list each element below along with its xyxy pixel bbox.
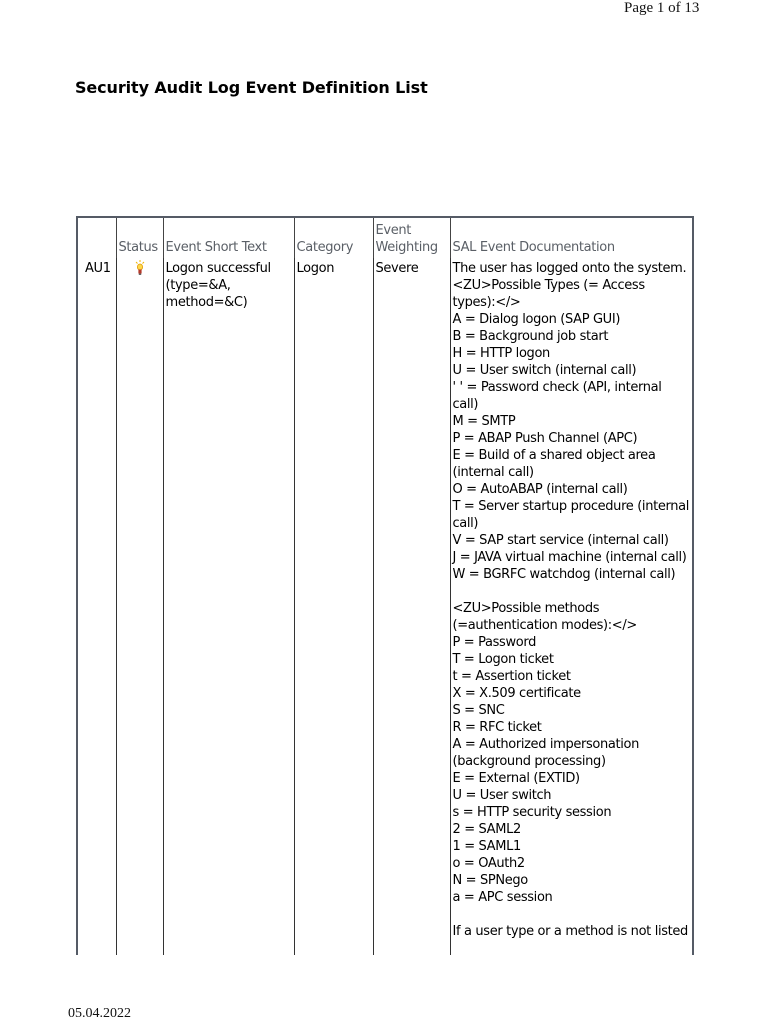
event-category: Logon	[294, 258, 373, 955]
column-header-id	[77, 217, 116, 258]
documentation-line: J = JAVA virtual machine (internal call)	[452, 550, 687, 565]
documentation-line: T = Server startup procedure (internal call)	[452, 499, 690, 531]
event-definition-table	[76, 216, 694, 955]
page-number: Page 1 of 13	[624, 0, 700, 16]
documentation-line: R = RFC ticket	[452, 720, 542, 735]
documentation-line: A = Authorized impersonation (background processing)	[452, 737, 640, 769]
documentation-line: A = Dialog logon (SAP GUI)	[452, 312, 621, 327]
documentation-line: W = BGRFC watchdog (internal call)	[452, 567, 676, 582]
documentation-line: B = Background job start	[452, 329, 609, 344]
documentation-line: O = AutoABAP (internal call)	[452, 482, 628, 497]
event-weighting: Severe	[373, 258, 450, 955]
documentation-line: M = SMTP	[452, 414, 516, 429]
event-documentation	[450, 258, 693, 955]
column-header-short-text: Event Short Text	[163, 217, 294, 258]
documentation-line: 2 = SAML2	[452, 822, 521, 837]
documentation-line: N = SPNego	[452, 873, 528, 888]
documentation-line: 1 = SAML1	[452, 839, 521, 854]
documentation-line: s = HTTP security session	[452, 805, 612, 820]
documentation-line: t = Assertion ticket	[452, 669, 571, 684]
documentation-line: <ZU>Possible Types (= Access types):</>	[452, 278, 645, 310]
documentation-line: X = X.509 certificate	[452, 686, 581, 701]
print-date: 05.04.2022	[68, 1006, 131, 1021]
column-header-weighting: Event Weighting	[373, 217, 450, 258]
lightbulb-icon	[135, 260, 145, 276]
documentation-line: The user has logged onto the system.	[452, 261, 687, 276]
documentation-line	[453, 583, 691, 600]
column-header-status: Status	[116, 217, 163, 258]
documentation-line: If a user type or a method is not listed	[452, 924, 688, 939]
documentation-line: V = SAP start service (internal call)	[452, 533, 669, 548]
documentation-line: U = User switch (internal call)	[452, 363, 637, 378]
table-header-row	[77, 217, 693, 258]
event-id: AU1	[77, 258, 116, 955]
column-header-category: Category	[294, 217, 373, 258]
documentation-lines	[453, 260, 691, 940]
documentation-line: ' ' = Password check (API, internal call)	[452, 380, 662, 412]
documentation-line: P = ABAP Push Channel (APC)	[452, 431, 638, 446]
event-short-text: Logon successful (type=&A, method=&C)	[163, 258, 294, 955]
document-title: Security Audit Log Event Definition List	[75, 78, 428, 97]
table-row	[77, 258, 693, 955]
column-header-documentation: SAL Event Documentation	[450, 217, 693, 258]
documentation-line: S = SNC	[452, 703, 505, 718]
documentation-line: a = APC session	[452, 890, 553, 905]
documentation-line: <ZU>Possible methods (=authentication modes):</>	[452, 601, 637, 633]
documentation-line: H = HTTP logon	[452, 346, 550, 361]
event-status	[116, 258, 163, 955]
documentation-line: E = Build of a shared object area (internal call)	[452, 448, 656, 480]
documentation-line: T = Logon ticket	[452, 652, 554, 667]
documentation-line: P = Password	[452, 635, 537, 650]
documentation-line	[453, 906, 691, 923]
documentation-line: U = User switch	[452, 788, 552, 803]
documentation-line: E = External (EXTID)	[452, 771, 580, 786]
documentation-line: o = OAuth2	[452, 856, 525, 871]
